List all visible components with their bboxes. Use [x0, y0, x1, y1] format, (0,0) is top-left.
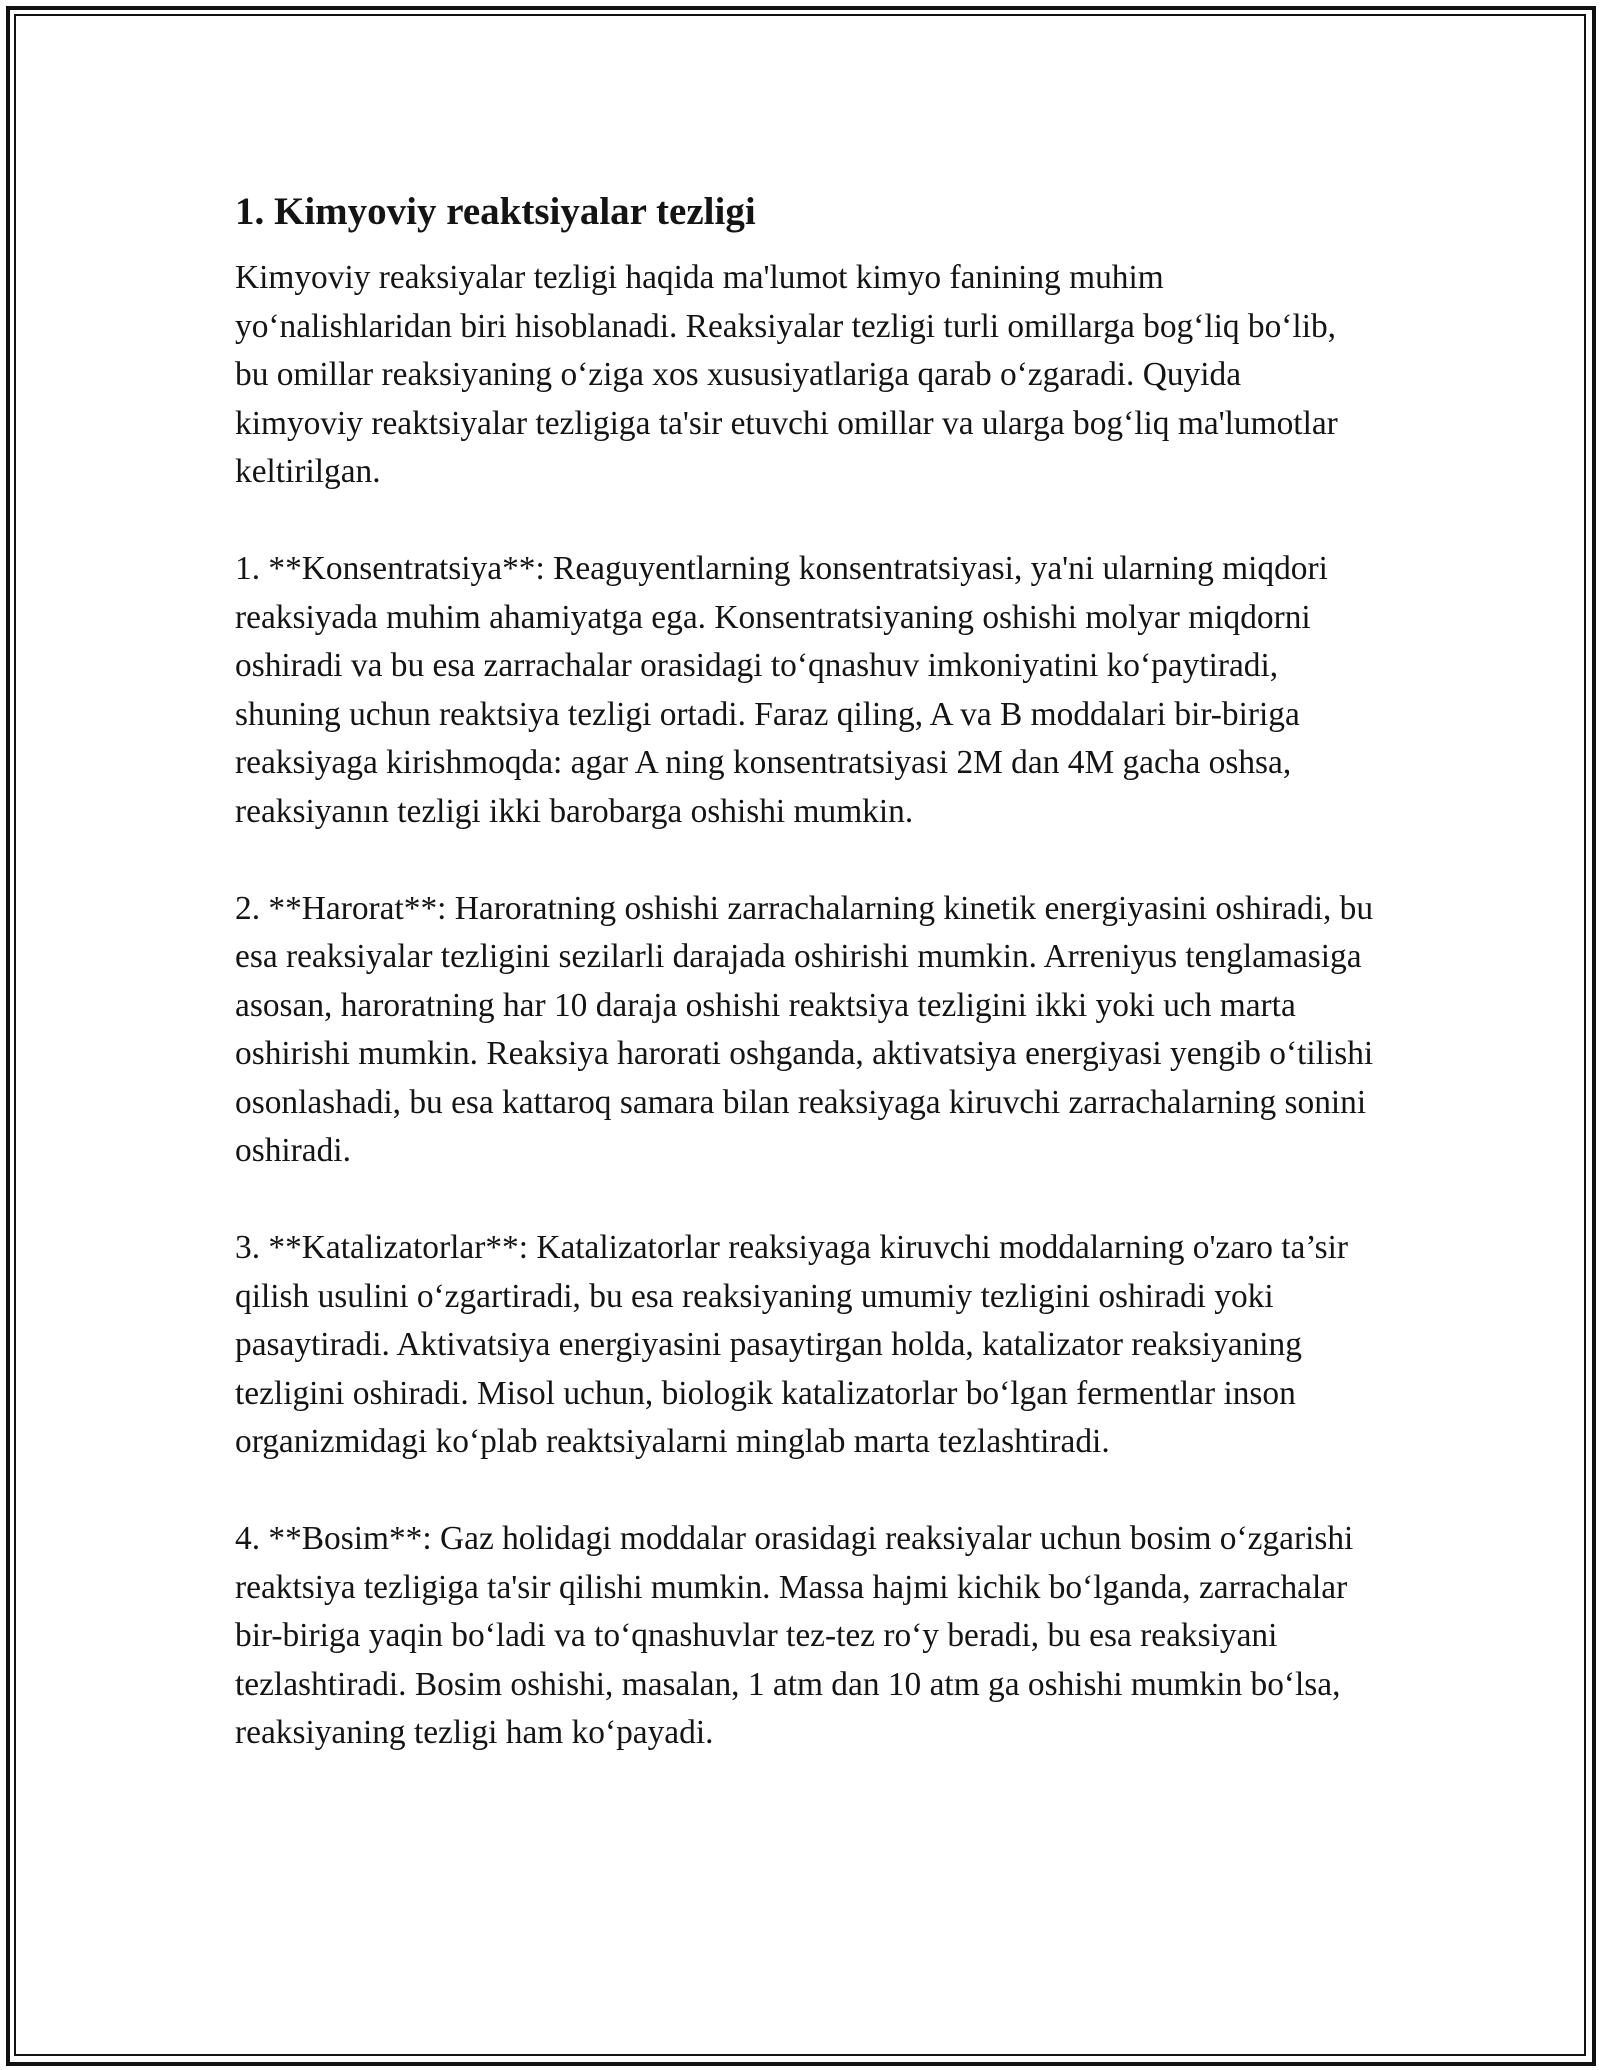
intro-paragraph: Kimyoviy reaksiyalar tezligi haqida ma'lumot kimyo fanining muhim yo‘nalishlaridan biri hisoblanadi. Reaksiyalar tezligi turli omillarga bog‘liq bo‘lib, bu omillar reaksiyaning o‘ziga xos xususiyatlariga qarab o‘zgaradi. Quyida kimyoviy reaktsiyalar tezligiga ta'sir etuvchi omillar va ularga bog‘liq ma'lumotlar keltirilgan. [235, 259, 1338, 490]
paragraph-harorat: 2. **Harorat**: Haroratning oshishi zarrachalarning kinetik energiyasini oshiradi, bu esa reaksiyalar tezligini sezilarli darajada oshirishi mumkin. Arreniyus tenglamasiga asosan, haroratning har 10 daraja oshishi reaktsiya tezligini ikki yoki uch marta oshirishi mumkin. Reaksiya harorati oshganda, aktivatsiya energiyasi yengib o‘tilishi osonlashadi, bu esa kattaroq samara bilan reaksiyaga kiruvchi zarrachalarning sonini oshiradi. [235, 889, 1374, 1169]
paragraph-bosim: 4. **Bosim**: Gaz holidagi moddalar orasidagi reaksiyalar uchun bosim o‘zgarishi reaktsiya tezligiga ta'sir qilishi mumkin. Massa hajmi kichik bo‘lganda, zarrachalar bir-biriga yaqin bo‘ladi va to‘qnashuvlar tez-tez ro‘y beradi, bu esa reaksiyani tezlashtiradi. Bosim oshishi, masalan, 1 atm dan 10 atm ga oshishi mumkin bo‘lsa, reaksiyaning tezligi ham ko‘payadi. [235, 1520, 1354, 1751]
document-body [235, 186, 1375, 1806]
paragraph-konsentratsiya: 1. **Konsentratsiya**: Reaguyentlarning konsentratsiyasi, ya'ni ularning miqdori reaksiyada muhim ahamiyatga ega. Konsentratsiyaning oshishi molyar miqdorni oshiradi va bu esa zarrachalar orasidagi to‘qnashuv imkoniyatini ko‘paytiradi, shuning uchun reaktsiya tezligi ortadi. Faraz qiling, A va B moddalari bir-biriga reaksiyaga kirishmoqda: agar A ning konsentratsiyasi 2M dan 4M gacha oshsa, reaksiyanın tezligi ikki barobarga oshishi mumkin. [235, 550, 1328, 830]
paragraph-katalizatorlar: 3. **Katalizatorlar**: Katalizatorlar reaksiyaga kiruvchi moddalarning o'zaro ta’sir qilish usulini o‘zgartiradi, bu esa reaksiyaning umumiy tezligini oshiradi yoki pasaytiradi. Aktivatsiya energiyasini pasaytirgan holda, katalizator reaksiyaning tezligini oshiradi. Misol uchun, biologik katalizatorlar bo‘lgan fermentlar inson organizmidagi ko‘plab reaktsiyalarni minglab marta tezlashtiradi. [235, 1229, 1349, 1460]
document-title: 1. Kimyoviy reaktsiyalar tezligi [235, 190, 756, 233]
